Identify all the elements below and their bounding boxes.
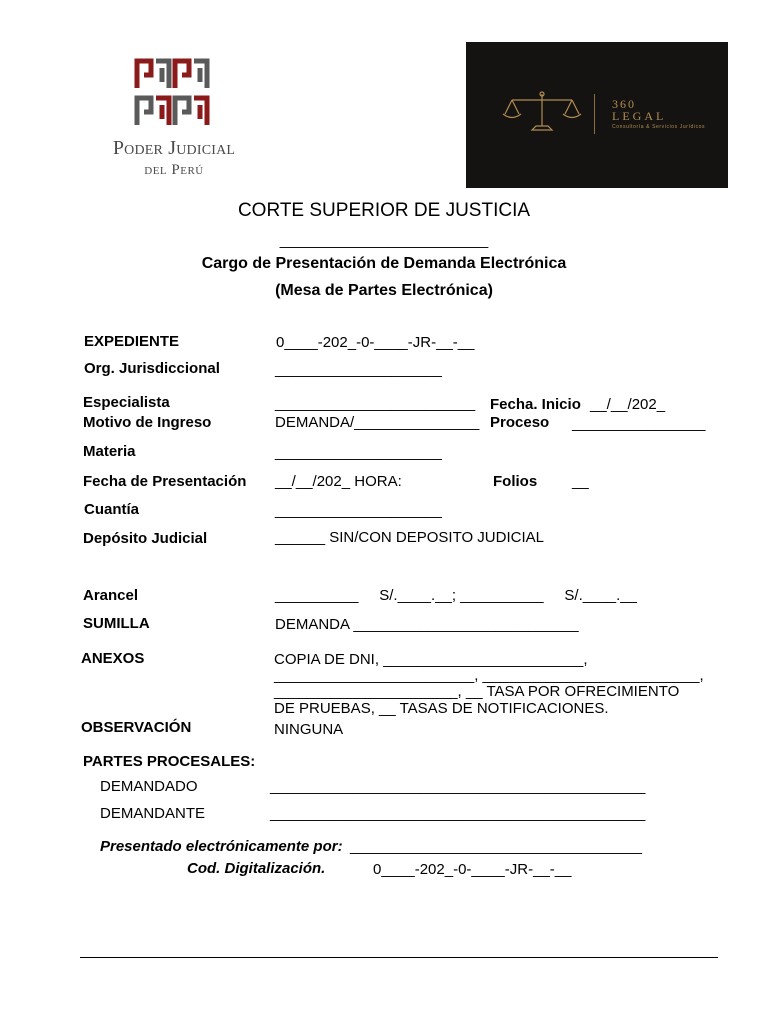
arancel-label: Arancel [83,587,139,604]
anexos-line-3: ______________________, __ TASA POR OFRECIMIENTO [274,683,680,700]
fecha-presentacion-label: Fecha de Presentación [83,473,247,490]
anexos-line-1: COPIA DE DNI, ________________________, [274,651,588,668]
brand-word: LEGAL [612,109,667,123]
observacion-value: NINGUNA [274,721,344,738]
footer-rule [80,957,718,958]
proceso-label: Proceso [490,414,550,431]
org-jurisdiccional-label: Org. Jurisdiccional [84,360,220,377]
cod-digitalizacion-label: Cod. Digitalización. [187,860,326,877]
folios-label: Folios [493,473,538,490]
brand-tagline: Consultoría & Servicios Jurídicos [612,124,706,130]
fecha-inicio-label: Fecha. Inicio [490,396,581,413]
demandante-label: DEMANDANTE [100,805,206,822]
presentado-por-label: Presentado electrónicamente por: [100,838,343,855]
brand-panel [466,42,728,188]
demandante-value: _____________________________________________ [270,805,646,822]
materia-value: ____________________ [275,444,442,461]
observacion-label: OBSERVACIÓN [81,719,192,736]
logo-subname: del Perú [144,162,204,178]
pj-emblem-icon [134,58,210,128]
motivo-ingreso-value: DEMANDA/_______________ [275,414,480,431]
expediente-label: EXPEDIENTE [84,333,180,350]
org-jurisdiccional-value: ____________________ [275,361,442,378]
cuantia-value: ____________________ [275,502,442,519]
cuantia-label: Cuantía [84,501,140,518]
deposito-judicial-value: ______ SIN/CON DEPOSITO JUDICIAL [275,529,544,546]
court-blank-line: _________________________ [279,232,489,249]
anexos-label: ANEXOS [81,650,145,667]
folios-value: __ [572,473,589,490]
document-title: Cargo de Presentación de Demanda Electrónica [201,255,567,272]
sumilla-value: DEMANDA ___________________________ [275,616,579,633]
demandado-label: DEMANDADO [100,778,198,795]
motivo-ingreso-label: Motivo de Ingreso [83,414,212,431]
arancel-value: __________ S/.____.__; __________ S/.____.__ [275,587,637,604]
anexos-line-4: DE PRUEBAS, __ TASAS DE NOTIFICACIONES. [274,700,609,717]
fecha-inicio-value: __/__/202_ [590,396,666,413]
court-title: CORTE SUPERIOR DE JUSTICIA [237,200,531,221]
expediente-value: 0____-202_-0-____-JR-__-__ [276,334,475,351]
brand-number: 360 [612,97,636,111]
cod-digitalizacion-value: 0____-202_-0-____-JR-__-__ [373,861,572,878]
demandado-value: _____________________________________________ [270,778,646,795]
deposito-judicial-label: Depósito Judicial [83,530,208,547]
anexos-line-2: ________________________, __________________________, [274,667,704,684]
sumilla-label: SUMILLA [83,615,150,632]
proceso-value: ________________ [572,415,706,432]
especialista-value: ________________________ [275,395,476,412]
presentado-por-value: ___________________________________ [350,838,642,855]
document-subtitle: (Mesa de Partes Electrónica) [275,282,493,299]
fecha-presentacion-value: __/__/202_ HORA: [275,473,402,490]
logo-name: Poder Judicial [112,137,236,159]
especialista-label: Especialista [83,394,170,411]
materia-label: Materia [83,443,136,460]
scales-of-justice-icon [502,90,582,134]
partes-procesales-title: PARTES PROCESALES: [83,753,256,770]
brand-divider [594,94,595,134]
